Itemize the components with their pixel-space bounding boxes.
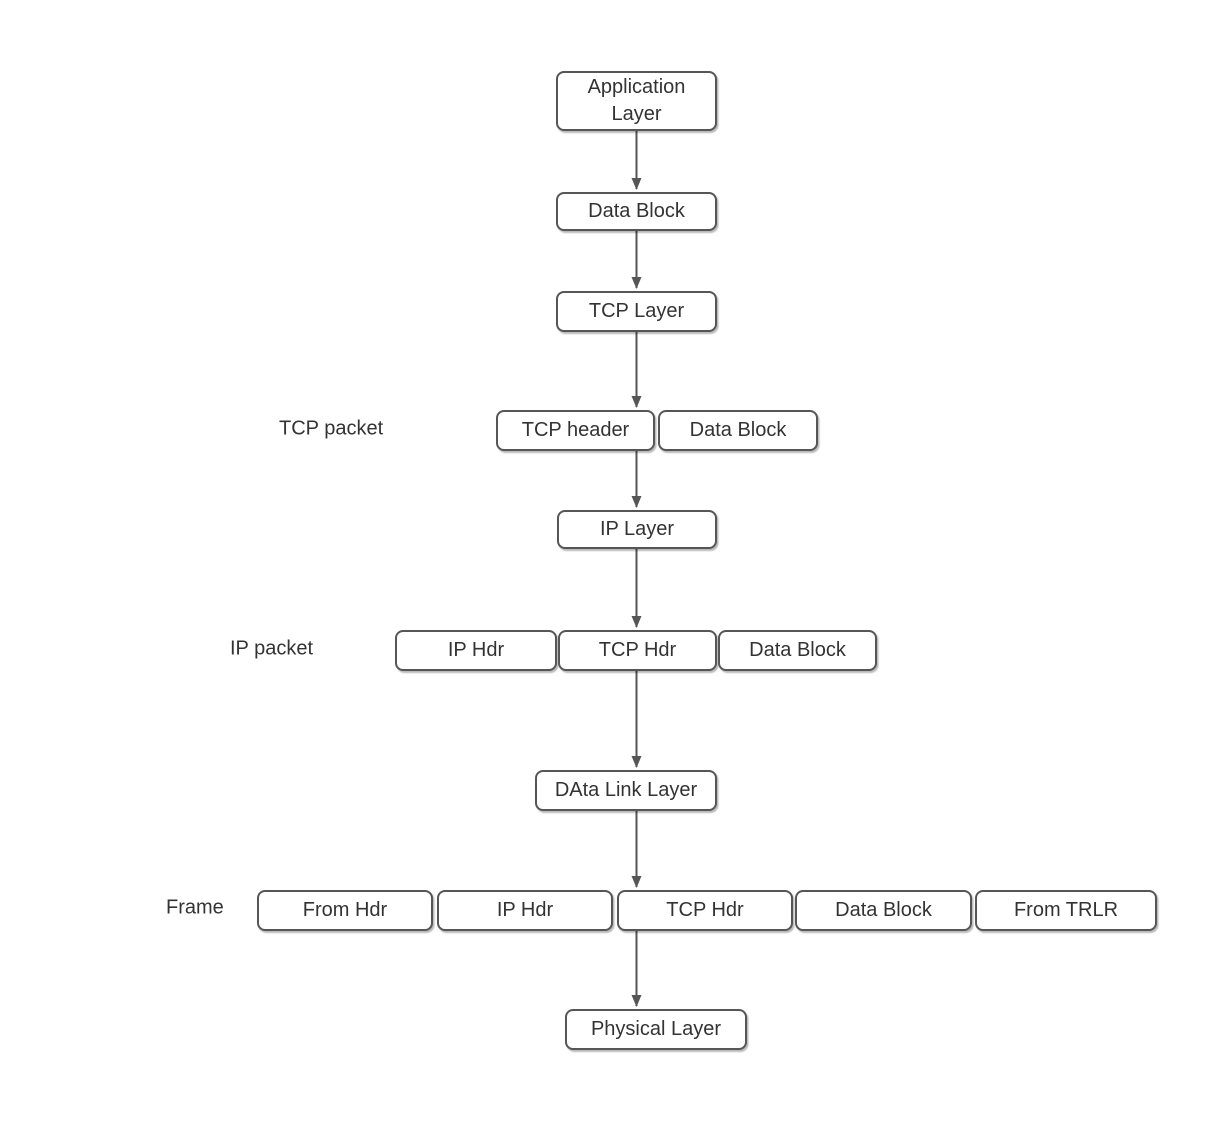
node-physical-layer-label: Physical Layer [590,1018,722,1040]
row-label-frame: Frame [166,896,224,919]
node-data-block-tcp-label: Data Block [689,419,787,441]
node-ip-hdr-frame [437,890,613,931]
node-from-trlr-label: From TRLR [1013,899,1119,921]
node-ip-layer [557,510,717,549]
node-tcp-layer-label: TCP Layer [588,300,685,322]
node-data-block-app [556,192,717,231]
node-physical-layer [565,1009,747,1050]
node-tcp-layer [556,291,717,332]
row-label-tcp-packet: TCP packet [279,417,384,440]
node-data-block-app-label: Data Block [588,200,685,222]
node-data-block-tcp [658,410,818,451]
node-tcp-hdr-frame [617,890,793,931]
node-data-link-layer-label: DAta Link Layer [554,779,698,801]
node-data-block-ip [718,630,877,671]
node-ip-hdr-label: IP Hdr [447,639,505,661]
node-data-block-ip-label: Data Block [749,639,846,661]
node-application-layer-label: Application Layer [587,76,686,125]
node-tcp-hdr-label: TCP Hdr [598,639,677,661]
node-ip-hdr-frame-label: IP Hdr [496,899,554,921]
node-ip-layer-label: IP Layer [599,518,675,540]
node-tcp-hdr [558,630,717,671]
node-application-layer [556,71,717,131]
node-data-block-frame [795,890,972,931]
node-from-hdr [257,890,433,931]
node-data-block-frame-label: Data Block [835,899,932,921]
node-from-trlr [975,890,1157,931]
node-data-link-layer [535,770,717,811]
node-ip-hdr [395,630,557,671]
node-from-hdr-label: From Hdr [302,899,388,921]
node-tcp-hdr-frame-label: TCP Hdr [666,899,744,921]
row-label-ip-packet: IP packet [230,637,314,660]
node-tcp-header [496,410,655,451]
node-tcp-header-label: TCP header [521,419,630,441]
